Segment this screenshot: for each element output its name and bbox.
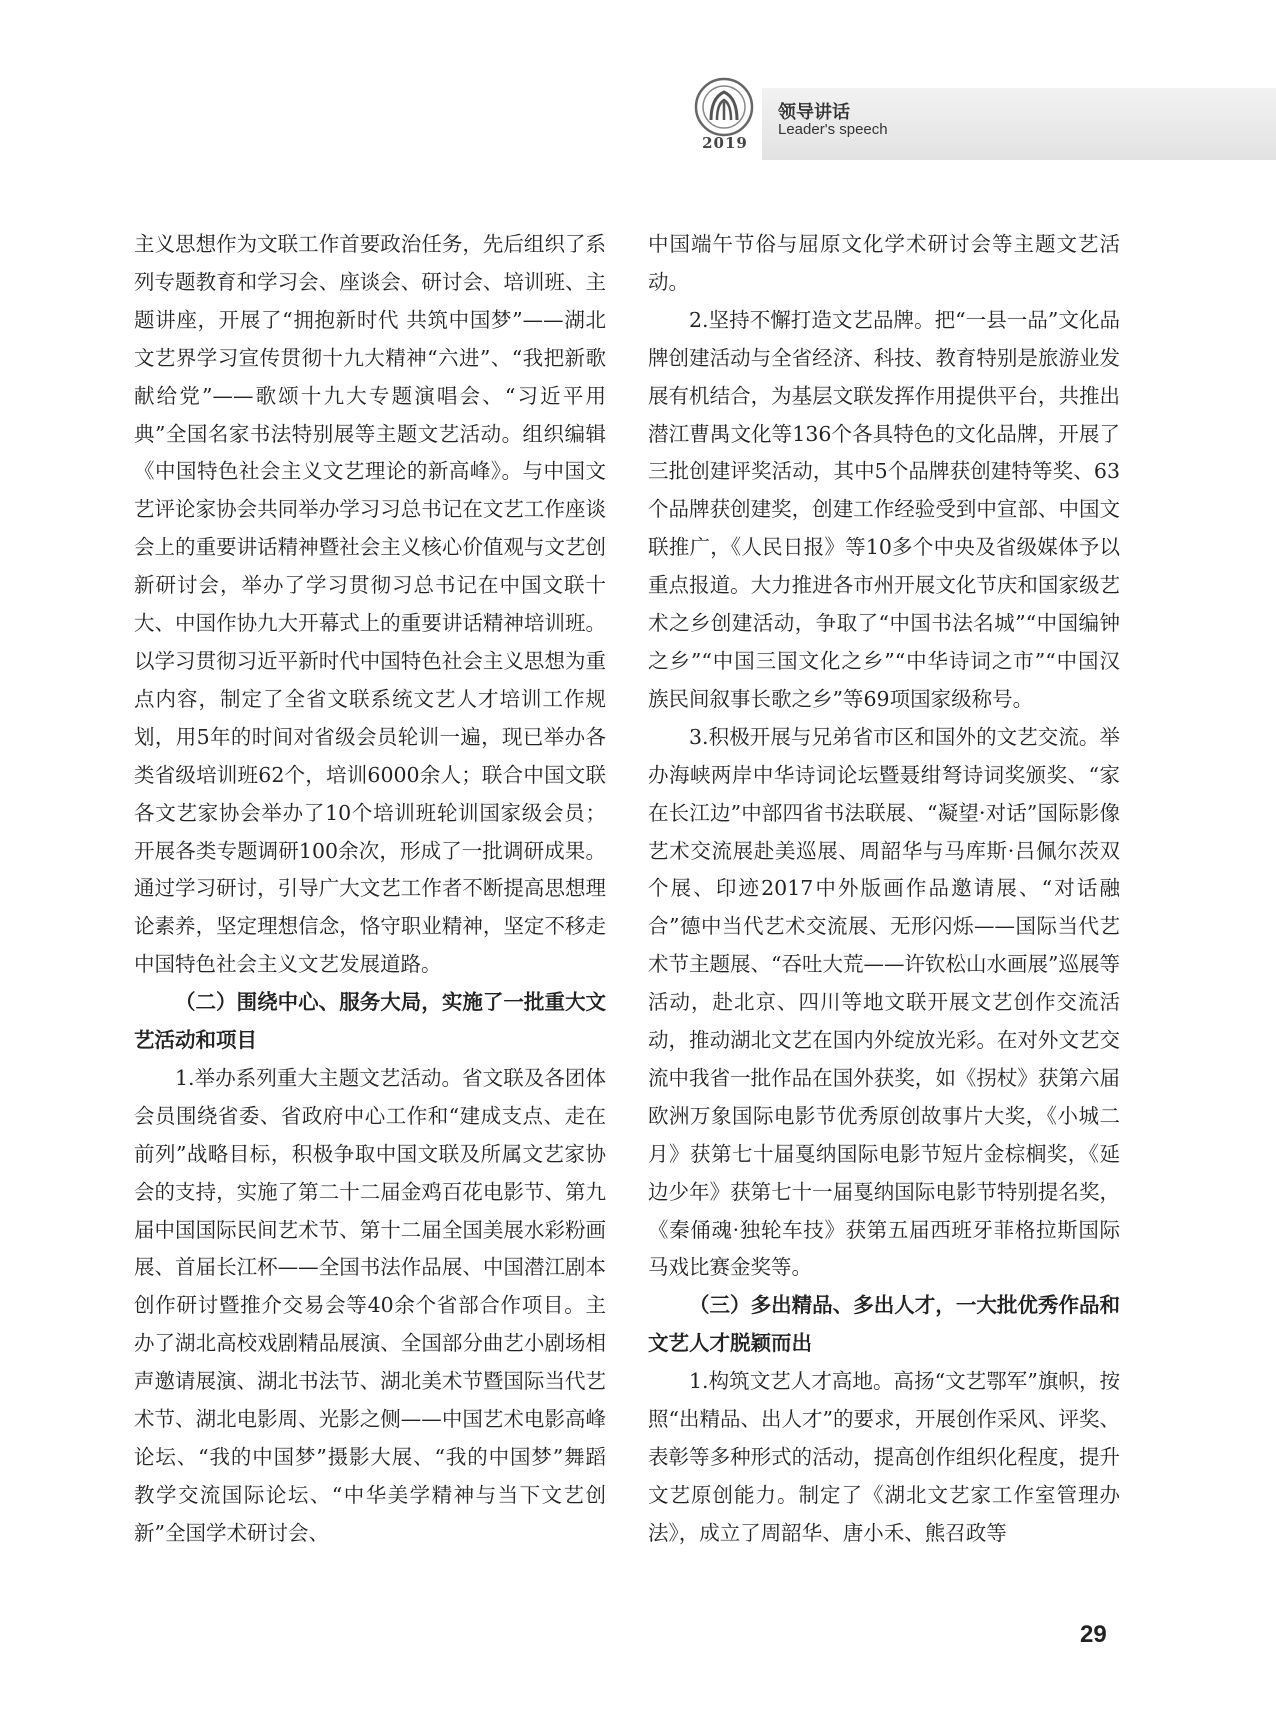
section-heading: （三）多出精品、多出人才，一大批优秀作品和文艺人才脱颖而出: [648, 1293, 1120, 1356]
left-column: [134, 226, 606, 1553]
body-paragraph: 2.坚持不懈打造文艺品牌。把“一县一品”文化品牌创建活动与全省经济、科技、教育特别是旅游业发展有机结合，为基层文联发挥作用提供平台，共推出潜江曹禺文化等136个各具特色的文化品牌，开展了三批创建评奖活动，其中5个品牌获创建特等奖、63个品牌获创建奖，创建工作经验受到中宣部、中国文联推广，《人民日报》等10多个中央及省级媒体予以重点报道。大力推进各市州开展文化节庆和国家级艺术之乡创建活动，争取了“中国书法名城”“中国编钟之乡”“中国三国文化之乡”“中华诗词之市”“中国汉族民间叙事长歌之乡”等69项国家级称号。: [648, 307, 1120, 711]
body-paragraph: 主义思想作为文联工作首要政治任务，先后组织了系列专题教育和学习会、座谈会、研讨会、培训班、主题讲座，开展了“拥抱新时代 共筑中国梦”——湖北文艺界学习宣传贯彻十九大精神“六进”、“我把新歌献给党”——歌颂十九大专题演唱会、“习近平用典”全国名家书法特别展等主题文艺活动。组织编辑《中国特色社会主义文艺理论的新高峰》。与中国文艺评论家协会共同举办学习习总书记在文艺工作座谈会上的重要讲话精神暨社会主义核心价值观与文艺创新研讨会，举办了学习贯彻习总书记在中国文联十大、中国作协九大开幕式上的重要讲话精神培训班。以学习贯彻习近平新时代中国特色社会主义思想为重点内容，制定了全省文联系统文艺人才培训工作规划，用5年的时间对省级会员轮训一遍，现已举办各类省级培训班62个，培训6000余人；联合中国文联各文艺家协会举办了10个培训班轮训国家级会员；开展各类专题调研100余次，形成了一批调研成果。通过学习研讨，引导广大文艺工作者不断提高思想理论素养，坚定理想信念，恪守职业精神，坚定不移走中国特色社会主义文艺发展道路。: [134, 232, 606, 977]
body-paragraph: 3.积极开展与兄弟省市区和国外的文艺交流。举办海峡两岸中华诗词论坛暨聂绀弩诗词奖颁奖、“家在长江边”中部四省书法联展、“凝望·对话”国际影像艺术交流展赴美巡展、周韶华与马库斯·吕佩尔茨双个展、印迹2017中外版画作品邀请展、“对话融合”德中当代艺术交流展、无形闪烁——国际当代艺术节主题展、“吞吐大荒——许钦松山水画展”巡展等活动，赴北京、四川等地文联开展文艺创作交流活动，推动湖北文艺在国内外绽放光彩。在对外文艺交流中我省一批作品在国外获奖，如《拐杖》获第六届欧洲万象国际电影节优秀原创故事片大奖，《小城二月》获第七十届戛纳国际电影节短片金棕榈奖，《延边少年》获第七十一届戛纳国际电影节特别提名奖，《秦俑魂·独轮车技》获第五届西班牙菲格拉斯国际马戏比赛金奖等。: [648, 724, 1120, 1280]
section-title-en: Leader's speech: [778, 121, 888, 138]
body-paragraph: 1.构筑文艺人才高地。高扬“文艺鄂军”旗帜，按照“出精品、出人才”的要求，开展创作采风、评奖、表彰等多种形式的活动，提高创作组织化程度，提升文艺原创能力。制定了《湖北文艺家工作室管理办法》，成立了周韶华、唐小禾、熊召政等: [648, 1369, 1120, 1545]
section-heading: （二）围绕中心、服务大局，实施了一批重大文艺活动和项目: [134, 990, 606, 1053]
body-paragraph: 1.举办系列重大主题文艺活动。省文联及各团体会员围绕省委、省政府中心工作和“建成支点、走在前列”战略目标，积极争取中国文联及所属文艺家协会的支持，实施了第二十二届金鸡百花电影节、第九届中国国际民间艺术节、第十二届全国美展水彩粉画展、首届长江杯——全国书法作品展、中国潜江剧本创作研讨暨推介交易会等40余个省部合作项目。主办了湖北高校戏剧精品展演、全国部分曲艺小剧场相声邀请展演、湖北书法节、湖北美术节暨国际当代艺术节、湖北电影周、光影之侧——中国艺术电影高峰论坛、“我的中国梦”摄影大展、“我的中国梦”舞蹈教学交流国际论坛、“中华美学精神与当下文艺创新”全国学术研讨会、: [134, 1065, 606, 1545]
section-title-cn: 领导讲话: [778, 102, 850, 123]
right-column: [648, 226, 1120, 1553]
issue-year: 2019: [702, 134, 748, 152]
body-paragraph: 中国端午节俗与屈原文化学术研讨会等主题文艺活动。: [648, 232, 1120, 294]
page-number: 29: [1080, 1621, 1107, 1648]
journal-emblem-icon: [693, 76, 755, 138]
